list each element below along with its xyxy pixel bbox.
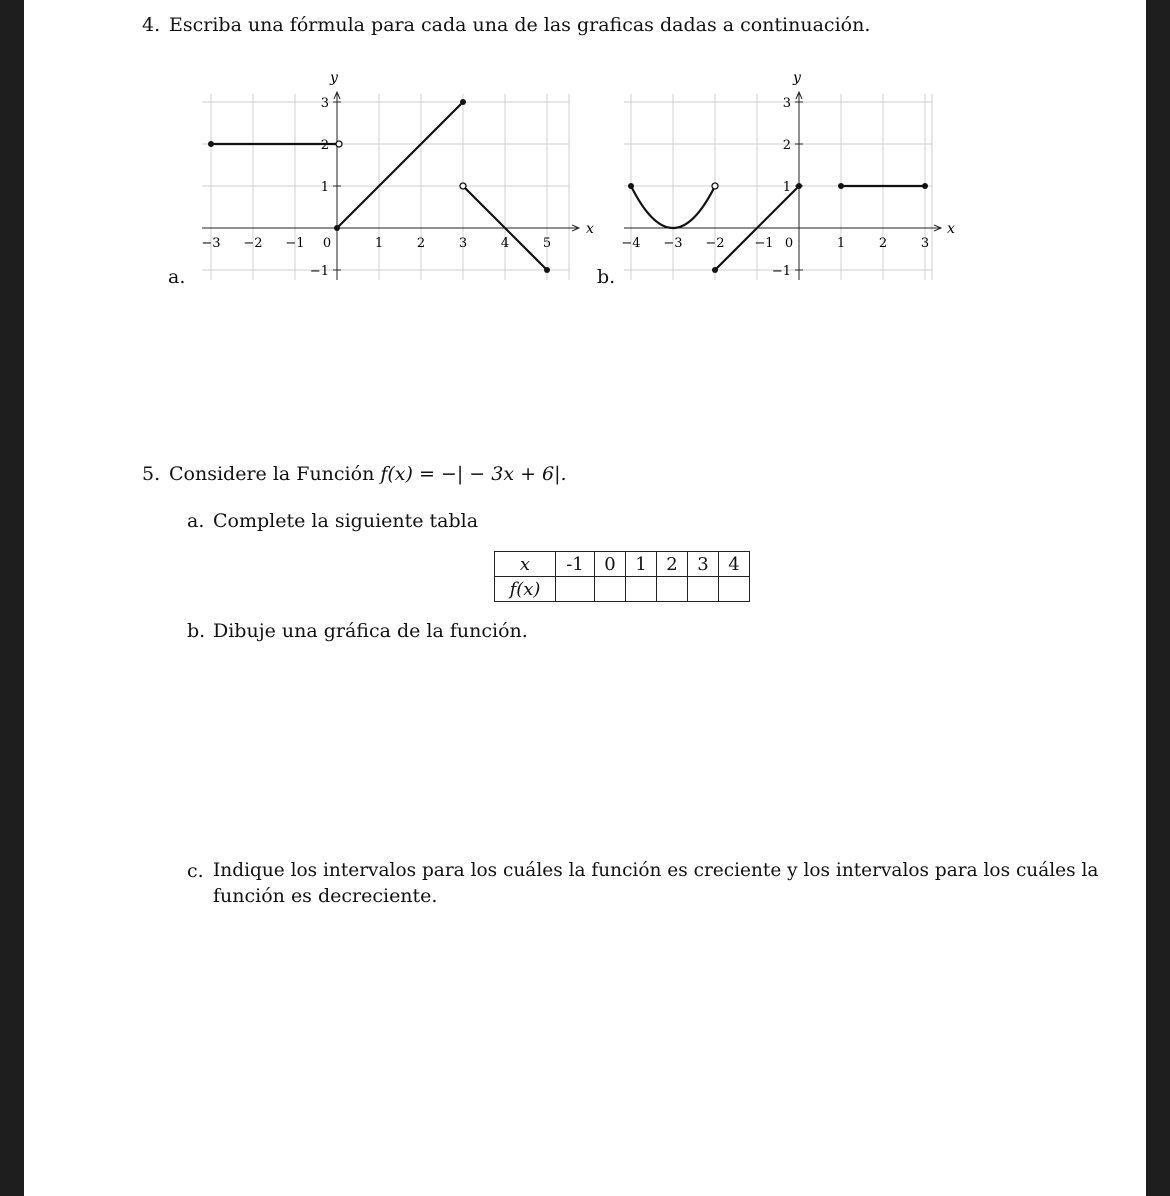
part-b-text: Dibuje una gráfica de la función. — [213, 620, 528, 642]
graph-a-ytick: 3 — [320, 96, 329, 111]
table-fx-cell[interactable] — [688, 577, 719, 602]
table-fx-cell[interactable] — [719, 577, 750, 602]
graph-a-closed-dot — [460, 99, 466, 105]
graph-a-xtick: 1 — [374, 236, 384, 251]
graph-b-closed-dot — [628, 183, 634, 189]
table-fx-cell[interactable] — [595, 577, 626, 602]
graph-a-ytick: 2 — [320, 138, 329, 153]
graph-b-ytick: 2 — [782, 138, 791, 153]
graph-a-open-dot — [460, 183, 466, 189]
table-fx-cell[interactable] — [657, 577, 688, 602]
table-fx-cell[interactable] — [556, 577, 595, 602]
graph-b-xtick: 2 — [878, 236, 888, 251]
graph-b-open-dot — [712, 183, 718, 189]
problem-5-number: 5. — [142, 463, 161, 485]
graph-b-xtick: −4 — [621, 236, 641, 251]
values-table — [494, 551, 750, 602]
problem-5-statement — [169, 463, 567, 485]
part-a-label: a. — [187, 510, 205, 532]
graph-b-xtick: −3 — [663, 236, 683, 251]
graph-a-xtick: −1 — [285, 236, 305, 251]
table-x-value: 2 — [657, 552, 688, 577]
graph-a-xtick: 0 — [322, 236, 332, 251]
table-x-value: 3 — [688, 552, 719, 577]
graph-a-xtick: 5 — [542, 236, 552, 251]
table-x-value: 1 — [626, 552, 657, 577]
table-row — [495, 577, 750, 602]
problem-4-statement: Escriba una fórmula para cada una de las graficas dadas a continuación. — [169, 14, 871, 36]
table-x-value: 0 — [595, 552, 626, 577]
problem-5-function: f(x) = −| − 3x + 6|. — [380, 463, 567, 485]
graph-b-ytick: −1 — [771, 264, 791, 279]
table-header-fx: f(x) — [495, 577, 556, 602]
table-fx-cell[interactable] — [626, 577, 657, 602]
graph-a-xtick: 4 — [500, 236, 510, 251]
graph-b-xtick: −1 — [754, 236, 774, 251]
graph-b-closed-dot — [838, 183, 844, 189]
graph-b-x-label: x — [947, 221, 955, 237]
graph-a — [184, 62, 594, 288]
table-row — [495, 552, 750, 577]
problem-5-prefix: Considere la Función — [169, 463, 381, 485]
graph-a-xtick: 3 — [458, 236, 468, 251]
graph-b-xtick: 1 — [836, 236, 846, 251]
graph-a-closed-dot — [544, 267, 550, 273]
graph-a-ytick: −1 — [309, 264, 329, 279]
graph-a-closed-dot — [208, 141, 214, 147]
part-a-text: Complete la siguiente tabla — [213, 510, 479, 532]
graph-a-y-label: y — [330, 70, 338, 86]
table-x-value: 4 — [719, 552, 750, 577]
graph-b-xtick: 3 — [920, 236, 930, 251]
graph-b-xtick: 0 — [784, 236, 794, 251]
graph-b — [614, 62, 974, 288]
graph-a-segment-rising — [337, 102, 463, 228]
graph-a-x-label: x — [586, 221, 594, 237]
graph-a-xtick: 2 — [416, 236, 426, 251]
graph-b-closed-dot — [796, 183, 802, 189]
graph-b-closed-dot — [712, 267, 718, 273]
graph-b-y-label: y — [793, 70, 801, 86]
part-c-label: c. — [187, 860, 204, 882]
graph-a-label: a. — [168, 266, 186, 288]
part-c-line2: función es decreciente. — [213, 885, 438, 907]
part-b-label: b. — [187, 620, 206, 642]
problem-4-number: 4. — [142, 14, 161, 36]
graph-b-ytick: 3 — [782, 96, 791, 111]
table-x-value: -1 — [556, 552, 595, 577]
graph-b-closed-dot — [922, 183, 928, 189]
graph-a-xtick: −2 — [243, 236, 263, 251]
graph-a-open-dot — [336, 141, 342, 147]
graph-b-ytick: 1 — [782, 180, 791, 195]
part-c-line1: Indique los intervalos para los cuáles la función es creciente y los intervalos para los cuáles la — [213, 860, 1099, 881]
document-page — [24, 0, 1146, 1196]
graph-b-label: b. — [597, 266, 616, 288]
graph-a-xtick: −3 — [201, 236, 221, 251]
graph-a-ytick: 1 — [320, 180, 329, 195]
table-header-x: x — [495, 552, 556, 577]
graph-b-xtick: −2 — [705, 236, 725, 251]
graph-a-closed-dot — [334, 225, 340, 231]
